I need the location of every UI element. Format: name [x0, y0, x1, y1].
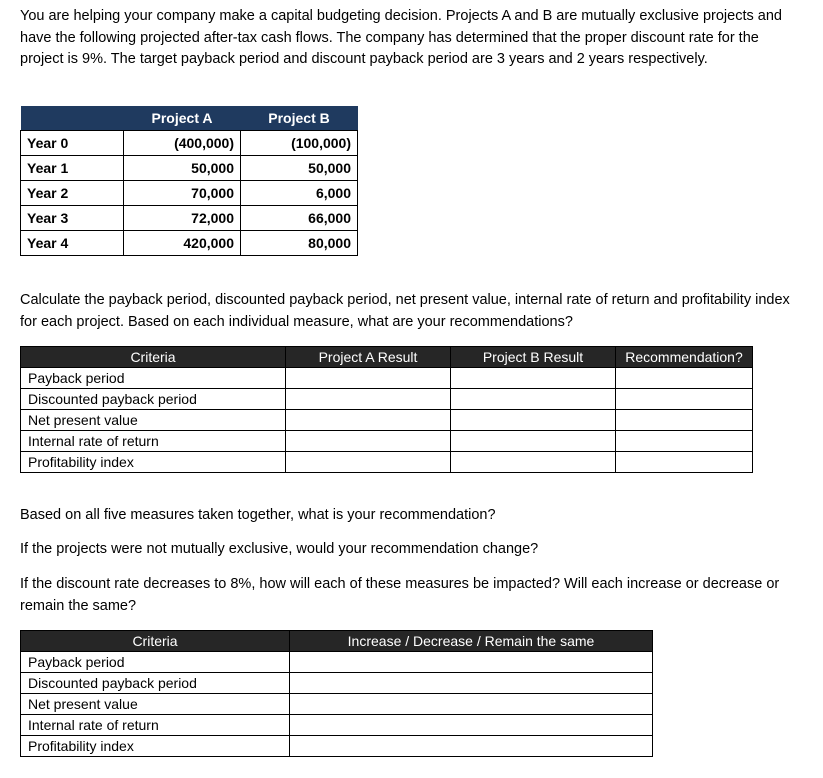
table-row	[21, 694, 653, 715]
criteria-label: Net present value	[21, 410, 286, 431]
project-a-result-cell[interactable]	[286, 410, 451, 431]
cash-flow-header-project-a: Project A	[124, 106, 241, 131]
table-row	[21, 431, 753, 452]
criteria-label: Payback period	[21, 368, 286, 389]
project-b-cashflow: 80,000	[241, 231, 358, 256]
cash-flow-header-row	[21, 106, 358, 131]
table-row	[21, 410, 753, 431]
project-b-cashflow: (100,000)	[241, 131, 358, 156]
year-label: Year 4	[21, 231, 124, 256]
table-row	[21, 131, 358, 156]
project-b-result-cell[interactable]	[451, 452, 616, 473]
table-row	[21, 156, 358, 181]
table-row	[21, 673, 653, 694]
results-header-project-b: Project B Result	[451, 347, 616, 368]
results-header-row	[21, 347, 753, 368]
cash-flow-header-project-b: Project B	[241, 106, 358, 131]
intro-paragraph: You are helping your company make a capital budgeting decision. Projects A and B are mutually exclusive projects and have the following projected after-tax cash flows. The company has determined that the proper discount rate for the project is 9%. The target payback period and discount payback period are 3 years and 2 years respectively.	[20, 8, 782, 67]
table-row	[21, 181, 358, 206]
impact-answer-cell[interactable]	[290, 673, 653, 694]
recommendation-cell[interactable]	[616, 410, 753, 431]
criteria-label: Payback period	[21, 652, 290, 673]
impact-answer-cell[interactable]	[290, 736, 653, 757]
impact-header-row	[21, 631, 653, 652]
recommendation-cell[interactable]	[616, 452, 753, 473]
year-label: Year 2	[21, 181, 124, 206]
year-label: Year 1	[21, 156, 124, 181]
criteria-label: Internal rate of return	[21, 431, 286, 452]
question-discount-rate-change: If the discount rate decreases to 8%, how will each of these measures be impacted? Will each increase or decrease or remain the same?	[20, 576, 780, 614]
question-not-mutually-exclusive: If the projects were not mutually exclusive, would your recommendation change?	[20, 541, 539, 557]
cash-flow-table	[20, 106, 358, 256]
project-b-cashflow: 50,000	[241, 156, 358, 181]
project-a-cashflow: (400,000)	[124, 131, 241, 156]
impact-header-change: Increase / Decrease / Remain the same	[290, 631, 653, 652]
table-row	[21, 715, 653, 736]
criteria-label: Profitability index	[21, 452, 286, 473]
criteria-label: Internal rate of return	[21, 715, 290, 736]
project-b-result-cell[interactable]	[451, 410, 616, 431]
results-header-project-a: Project A Result	[286, 347, 451, 368]
impact-answer-cell[interactable]	[290, 694, 653, 715]
impact-table	[20, 630, 653, 757]
recommendation-cell[interactable]	[616, 431, 753, 452]
criteria-label: Profitability index	[21, 736, 290, 757]
recommendation-cell[interactable]	[616, 368, 753, 389]
project-b-result-cell[interactable]	[451, 431, 616, 452]
table-row	[21, 368, 753, 389]
table-row	[21, 389, 753, 410]
table-row	[21, 736, 653, 757]
impact-header-criteria: Criteria	[21, 631, 290, 652]
project-b-result-cell[interactable]	[451, 368, 616, 389]
project-a-cashflow: 50,000	[124, 156, 241, 181]
cash-flow-header-blank	[21, 106, 124, 131]
question-calculate: Calculate the payback period, discounted payback period, net present value, internal rate of return and profitability index for each project. Based on each individual measure, what are your recommendations?	[20, 292, 790, 330]
table-row	[21, 206, 358, 231]
project-a-result-cell[interactable]	[286, 389, 451, 410]
project-b-result-cell[interactable]	[451, 389, 616, 410]
criteria-label: Discounted payback period	[21, 673, 290, 694]
project-b-cashflow: 66,000	[241, 206, 358, 231]
results-header-criteria: Criteria	[21, 347, 286, 368]
criteria-label: Net present value	[21, 694, 290, 715]
table-row	[21, 452, 753, 473]
results-header-recommendation: Recommendation?	[616, 347, 753, 368]
project-b-cashflow: 6,000	[241, 181, 358, 206]
year-label: Year 0	[21, 131, 124, 156]
project-a-cashflow: 70,000	[124, 181, 241, 206]
results-table	[20, 346, 753, 473]
recommendation-cell[interactable]	[616, 389, 753, 410]
table-row	[21, 652, 653, 673]
question-overall-recommendation: Based on all five measures taken together, what is your recommendation?	[20, 507, 496, 523]
criteria-label: Discounted payback period	[21, 389, 286, 410]
project-a-cashflow: 72,000	[124, 206, 241, 231]
project-a-cashflow: 420,000	[124, 231, 241, 256]
project-a-result-cell[interactable]	[286, 431, 451, 452]
impact-answer-cell[interactable]	[290, 652, 653, 673]
impact-answer-cell[interactable]	[290, 715, 653, 736]
year-label: Year 3	[21, 206, 124, 231]
table-row	[21, 231, 358, 256]
project-a-result-cell[interactable]	[286, 368, 451, 389]
project-a-result-cell[interactable]	[286, 452, 451, 473]
